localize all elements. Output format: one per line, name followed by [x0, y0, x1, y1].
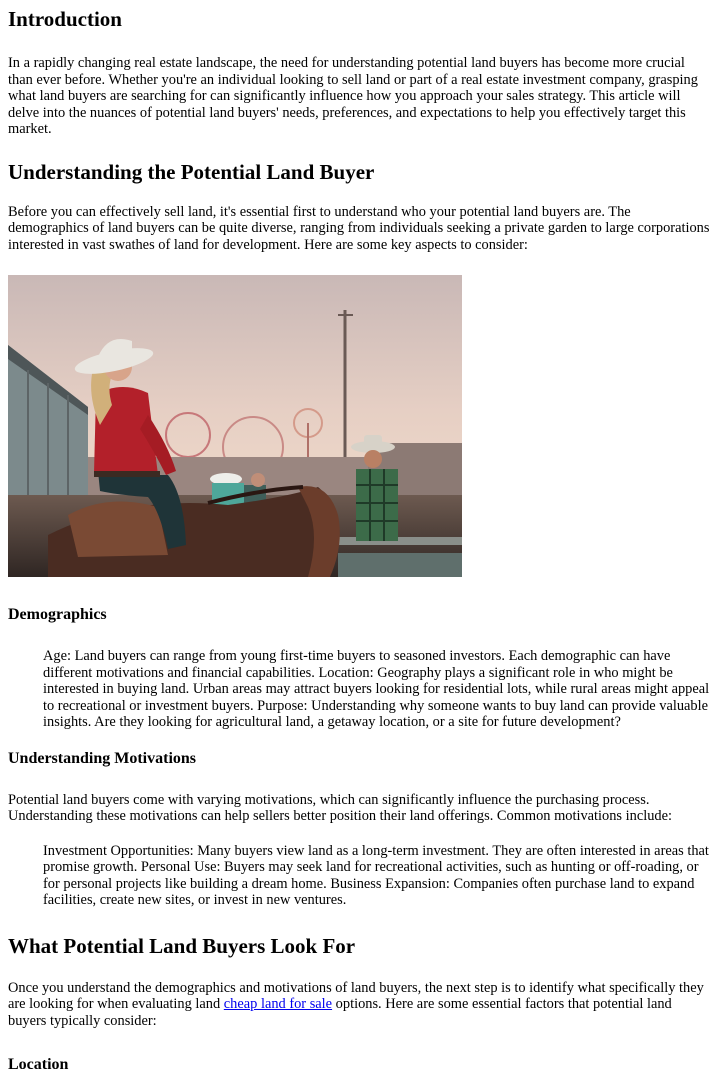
look-for-paragraph — [8, 980, 712, 1030]
heading-what-buyers-look-for: What Potential Land Buyers Look For — [8, 933, 356, 958]
demographics-list: Age: Land buyers can range from young first-time buyers to seasoned investors. Each demographic can have different motivations and financial capabilities. Location: Geography plays a significant role in who might be interested in buying land. Urban areas may attract buyers looking for residential lots, while rural areas might appeal to recreational or investment buyers. Purpose: Understanding why someone wants to buy land can provide valuable insights. Are they looking for agricultural land, a getaway location, or a site for future development? — [43, 648, 710, 730]
motivations-list: Investment Opportunities: Many buyers view land as a long-term investment. They are often interested in areas that promise growth. Personal Use: Buyers may seek land for recreational activities, such as hunting or off-roading, or for personal projects like building a dream home. Business Expansion: Companies often purchase land to expand facilities, create new sites, or invest in new ventures. — [43, 842, 709, 908]
heading-introduction: Introduction — [8, 7, 122, 31]
article — [0, 7, 720, 1074]
rodeo-photo — [8, 275, 462, 577]
understanding-paragraph: Before you can effectively sell land, it's essential first to understand who your potential land buyers are. The demographics of land buyers can be quite diverse, ranging from individuals seeking a private garden to large corporations interested in vast swathes of land for development. Here are some key aspects to consider: — [8, 203, 710, 253]
cheap-land-for-sale-link[interactable]: cheap land for sale — [223, 996, 333, 1012]
look-for-text-before-link: Once you understand the demographics and motivations of land buyers, the next step is to identify what specifically they are looking for when evaluating land — [8, 979, 704, 1012]
heading-understanding-buyer: Understanding the Potential Land Buyer — [8, 159, 375, 184]
intro-paragraph: In a rapidly changing real estate landscape, the need for understanding potential land buyers has become more crucial than ever before. Whether you're an individual looking to sell land or part of a real estate investment company, grasping what land buyers are searching for can significantly influence how you approach your sales strategy. This article will delve into the nuances of potential land buyers' needs, preferences, and expectations to help you effectively target this market. — [8, 55, 698, 137]
motivations-paragraph: Potential land buyers come with varying motivations, which can significantly influence the purchasing process. Understanding these motivations can help sellers better position their land offerings. Common motivations include: — [8, 791, 672, 824]
heading-demographics: Demographics — [8, 606, 107, 623]
look-for-text-after-link: options. Here are some essential factors that potential land buyers typically consider: — [8, 996, 672, 1029]
heading-motivations: Understanding Motivations — [8, 749, 197, 767]
heading-location: Location — [8, 1056, 69, 1073]
